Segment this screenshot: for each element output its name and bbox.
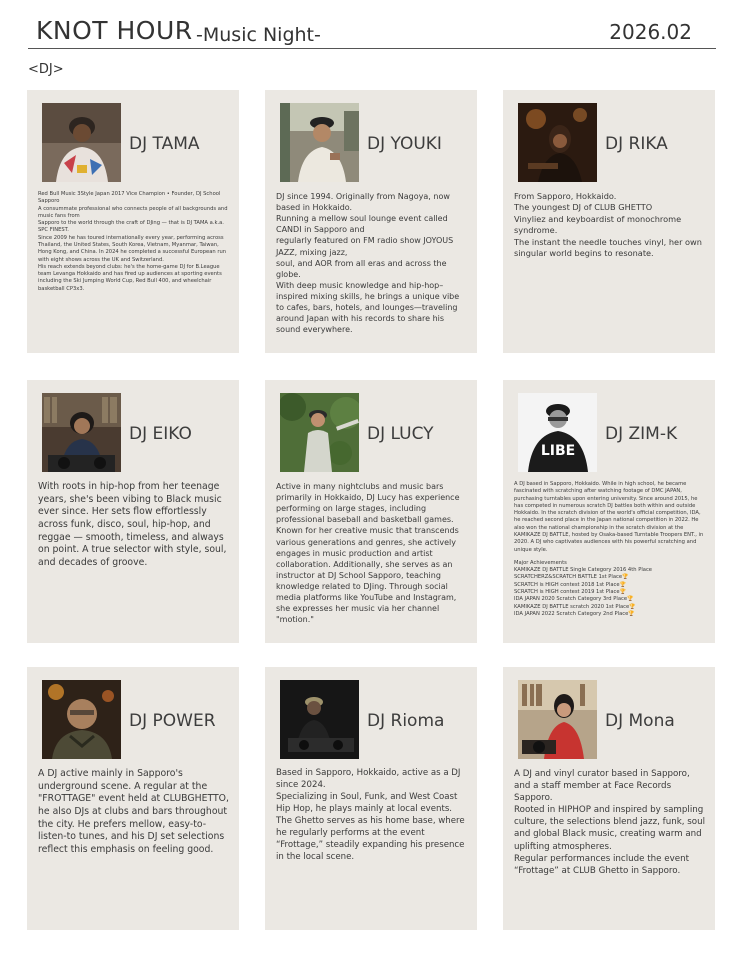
dj-card-mona xyxy=(503,667,715,930)
dj-bio xyxy=(38,191,230,293)
dj-card-zim-k xyxy=(503,380,715,643)
dj-bio xyxy=(38,481,230,569)
dj-name: DJ RIKA xyxy=(605,134,668,154)
dj-card-youki xyxy=(265,90,477,353)
achievement-item: KAMIKAZE DJ BATTLE scratch 2020 1st Place🏆 xyxy=(514,603,636,610)
dj-name: DJ POWER xyxy=(129,711,216,731)
bio-line: A consummate professional who connects people of all backgrounds and music fans from xyxy=(38,205,228,219)
bio-line: Specializing in Soul, Funk, and West Coast Hip Hop, he plays mainly at local events. xyxy=(276,791,458,814)
bio-line: Based in Sapporo, Hokkaido, active as a DJ since 2024. xyxy=(276,768,461,790)
dj-bio xyxy=(276,191,468,335)
bio-line: soul, and AOR from all eras and across the globe. xyxy=(276,258,447,279)
dj-photo-youki xyxy=(280,103,359,182)
bio-line: Active in many nightclubs and music bars primarily in Hokkaido, DJ Lucy has experience performing on large stages, including professional baseball and basketball games. Known for her creative music that transcends various generations and genres, she actively engages in music production and artist collaboration. Additionally, she serves as an instructor at DJ School Sapporo, teaching knowledge related to DJing. Through social media platforms like YouTube and Instagram, she expresses her music via her channel "motion." xyxy=(276,482,460,625)
bio-line: Sapporo to the world through the craft of DJing — that is DJ TAMA a.k.a. SPC FINEST. xyxy=(38,220,224,234)
dj-name: DJ Mona xyxy=(605,711,675,731)
achievement-item: IDA JAPAN 2022 Scratch Category 2nd Place🏆 xyxy=(514,610,635,617)
dj-name: DJ LUCY xyxy=(367,424,434,444)
dj-card-lucy xyxy=(265,380,477,643)
dj-card-tama xyxy=(27,90,239,353)
dj-photo-power xyxy=(42,680,121,759)
dj-photo-zim-k xyxy=(518,393,597,472)
bio-line: The Ghetto serves as his home base, where he regularly performs at the event “Frottage,” steadily expanding his presence in the local scene. xyxy=(276,815,465,862)
dj-photo-tama xyxy=(42,103,121,182)
dj-name: DJ ZIM-K xyxy=(605,424,678,444)
dj-name: DJ EIKO xyxy=(129,424,192,444)
dj-bio xyxy=(276,768,468,864)
page-subtitle: -Music Night- xyxy=(196,24,321,46)
page-title: KNOT HOUR xyxy=(36,16,193,45)
bio-line: A DJ and vinyl curator based in Sapporo, and a staff member at Face Records Sapporo. xyxy=(514,769,690,804)
bio-line: Vinyliez and keyboardist of monochrome syndrome. xyxy=(514,213,682,236)
dj-card-eiko xyxy=(27,380,239,643)
page-header xyxy=(28,14,716,49)
bio-line: Rooted in HIPHOP and inspired by sampling culture, the selections blend jazz, funk, soul and global Black music, creating warm and uplifting atmospheres. xyxy=(514,805,706,852)
bio-line: regularly featured on FM radio show JOYOUS JAZZ, mixing jazz, xyxy=(276,236,454,257)
dj-photo-rioma xyxy=(280,680,359,759)
dj-card-power xyxy=(27,667,239,930)
dj-bio xyxy=(276,481,468,625)
dj-photo-mona xyxy=(518,680,597,759)
bio-line: Since 2009 he has toured internationally every year, performing across Thailand, the United States, South Korea, Vietnam, Myanmar, Taiwan, Hong Kong, and China. In 2024 he completed a successful European run with eight shows across the UK and Switzerland. xyxy=(38,234,227,263)
achievement-item: SCRATCHERZ&SCRATCH BATTLE 1st Place🏆 xyxy=(514,574,629,581)
bio-line: From Sapporo, Hokkaido. xyxy=(514,191,617,201)
dj-name: DJ Rioma xyxy=(367,711,445,731)
bio-line: DJ since 1994. Originally from Nagoya, now based in Hokkaido. xyxy=(276,192,450,213)
achievement-item: IDA JAPAN 2020 Scratch Category 3rd Place🏆 xyxy=(514,596,634,603)
bio-line: The youngest DJ of CLUB GHETTO xyxy=(514,202,653,213)
dj-card-rika xyxy=(503,90,715,353)
page-date: 2026.02 xyxy=(609,20,692,44)
bio-line: With roots in hip-hop from her teenage years, she's been vibing to Black music ever since. Her sets flow effortlessly across funk, disco, soul, hip-hop, and reggae — smooth, timeless, and always on point. A true selector with style, soul, and decades of groove. xyxy=(38,481,227,568)
achievement-item: KAMIKAZE DJ BATTLE Single Category 2016 4th Place xyxy=(514,567,652,574)
dj-photo-lucy xyxy=(280,393,359,472)
bio-line: His reach extends beyond clubs: he's the home-game DJ for B.League team Levanga Hokkaido and has fired up audiences at sporting events including the Ski Jumping World Cup, Red Bull 400, and wheelchair basketball CP3x3. xyxy=(38,263,222,292)
achievement-item: SCRATCH is HIGH contest 2019 1st Place🏆 xyxy=(514,588,626,595)
bio-line: The instant the needle touches vinyl, her own singular world begins to resonate. xyxy=(514,236,702,258)
bio-line: A DJ based in Sapporo, Hokkaido. While in high school, he became fascinated with scratching after watching footage of DMC JAPAN, purchasing turntables upon entering university. Since around 2015, he has competed in numerous scratch DJ battles both within and outside Hokkaido. In the scratch division of the world's official competition, IDA, he reached second place in the Japan national competition in 2022. He also won the national championship in the scratch division at the KAMIKAZE DJ BATTLE, hosted by Osaka-based Turntable Troopers ENT., in 2020. A DJ who captivates audiences with his powerful scratching and unique style. xyxy=(514,481,704,553)
bio-line: Regular performances include the event “Frottage” at CLUB Ghetto in Sapporo. xyxy=(514,853,690,876)
bio-line: Running a mellow soul lounge event called CANDI in Sapporo and xyxy=(276,214,448,235)
section-label: <DJ> xyxy=(28,62,64,77)
bio-line: With deep music knowledge and hip-hop–inspired mixing skills, he brings a unique vibe to cafes, bars, hotels, and lounges—traveling around Japan with his records to share his sound everywhere. xyxy=(276,280,460,335)
bio-line: A DJ active mainly in Sapporo's underground scene. A regular at the "FROTTAGE" event held at CLUBGHETTO, he also DJs at clubs and bars throughout the city. He prefers mellow, easy-to-listen-to tunes, and his DJ set selections reflect this emphasis on feeling good. xyxy=(38,768,229,855)
bio-line: Red Bull Music 3Style Japan 2017 Vice Champion • Founder, DJ School Sapporo xyxy=(38,191,221,205)
dj-name: DJ YOUKI xyxy=(367,134,442,154)
dj-name: DJ TAMA xyxy=(129,134,200,154)
dj-bio xyxy=(514,191,706,259)
dj-bio xyxy=(38,768,230,856)
achievements-title: Major Achievements xyxy=(514,559,567,566)
dj-bio xyxy=(514,481,706,618)
achievement-item: SCRATCH is HIGH contest 2018 1st Place🏆 xyxy=(514,581,626,588)
dj-bio xyxy=(514,768,706,877)
dj-card-rioma xyxy=(265,667,477,930)
svg-text:LIBE: LIBE xyxy=(540,443,576,459)
dj-photo-rika xyxy=(518,103,597,182)
dj-photo-eiko xyxy=(42,393,121,472)
